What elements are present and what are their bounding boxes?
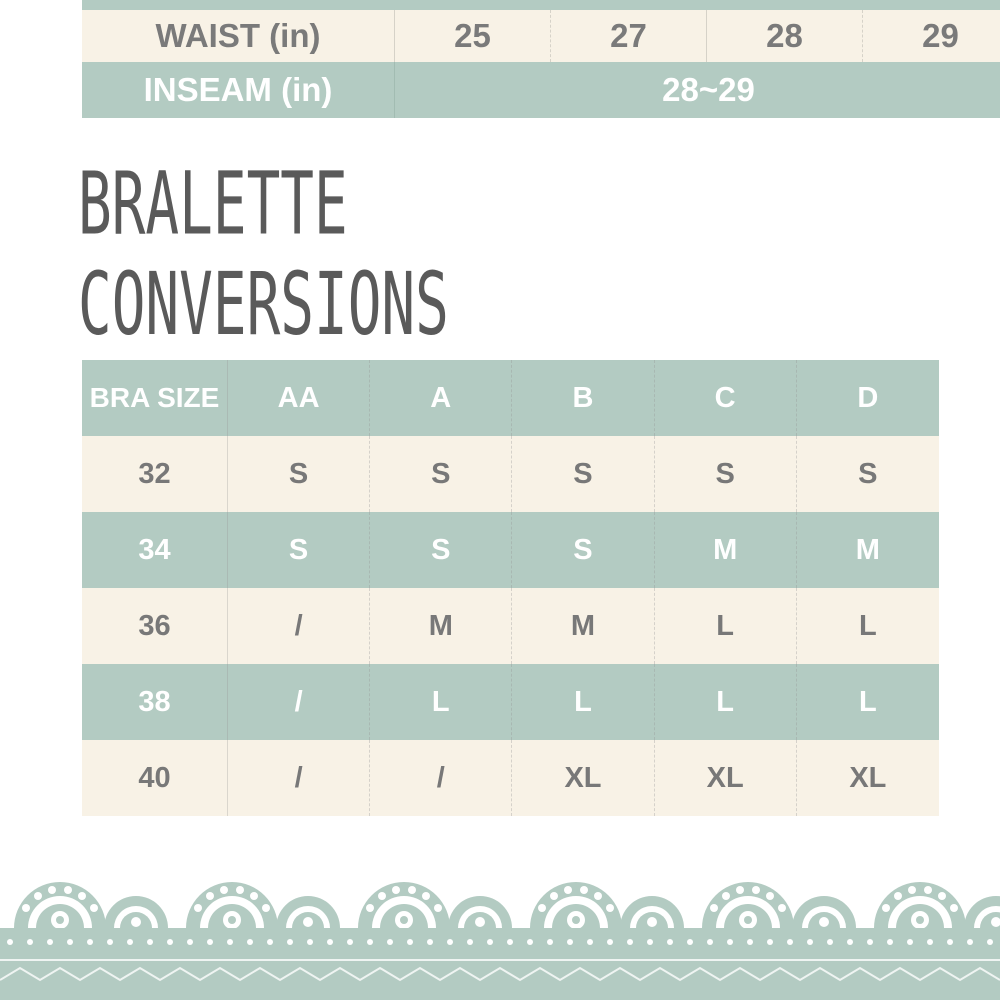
table-row xyxy=(82,436,939,512)
size-cell: / xyxy=(228,588,370,664)
table-row xyxy=(82,588,939,664)
size-cell: M xyxy=(512,588,654,664)
band-size-cell: 32 xyxy=(82,436,228,512)
size-cell: XL xyxy=(512,740,654,816)
size-cell: S xyxy=(228,436,370,512)
size-cell: L xyxy=(370,664,512,740)
header-cell: A xyxy=(370,360,512,436)
size-cell: S xyxy=(370,512,512,588)
size-cell: L xyxy=(512,664,654,740)
size-cell: S xyxy=(512,436,654,512)
size-cell: S xyxy=(655,436,797,512)
band-size-cell: 34 xyxy=(82,512,228,588)
bralette-conversion-table xyxy=(82,360,939,816)
band-size-cell: 36 xyxy=(82,588,228,664)
waist-value: 27 xyxy=(551,10,707,62)
inseam-label: INSEAM (in) xyxy=(82,62,395,118)
size-cell: S xyxy=(858,457,878,490)
header-cell: AA xyxy=(228,360,370,436)
lace-border-decoration xyxy=(0,868,1000,1000)
size-cell: / xyxy=(228,740,370,816)
pants-size-table xyxy=(82,0,1000,118)
table-row xyxy=(82,664,939,740)
waist-row xyxy=(82,10,1000,62)
size-cell: / xyxy=(370,740,512,816)
section-heading: BRALETTE CONVERSIONS xyxy=(78,154,449,356)
size-cell: S xyxy=(512,512,654,588)
header-cell: B xyxy=(512,360,654,436)
size-cell: M xyxy=(370,588,512,664)
band-size-cell: 40 xyxy=(82,740,228,816)
header-cell: C xyxy=(655,360,797,436)
size-cell: S xyxy=(228,512,370,588)
header-cell: D xyxy=(857,381,879,414)
inseam-value: 28~29 xyxy=(662,71,755,108)
size-cell: L xyxy=(655,588,797,664)
size-cell: M xyxy=(855,533,880,566)
size-cell: S xyxy=(370,436,512,512)
waist-value: 29 xyxy=(863,10,1000,62)
size-cell: XL xyxy=(849,761,887,794)
size-cell: / xyxy=(228,664,370,740)
waist-value: 25 xyxy=(395,10,551,62)
size-cell: L xyxy=(655,664,797,740)
table-row xyxy=(82,740,939,816)
size-cell: M xyxy=(655,512,797,588)
inseam-row xyxy=(82,62,1000,118)
band-size-cell: 38 xyxy=(82,664,228,740)
size-cell: XL xyxy=(655,740,797,816)
table-header-row xyxy=(82,360,939,436)
table-top-strip xyxy=(82,0,1000,10)
header-cell: BRA SIZE xyxy=(82,360,228,436)
waist-label: WAIST (in) xyxy=(82,10,395,62)
waist-value: 28 xyxy=(707,10,863,62)
size-cell: L xyxy=(858,685,877,718)
size-cell: L xyxy=(858,609,877,642)
table-row xyxy=(82,512,939,588)
